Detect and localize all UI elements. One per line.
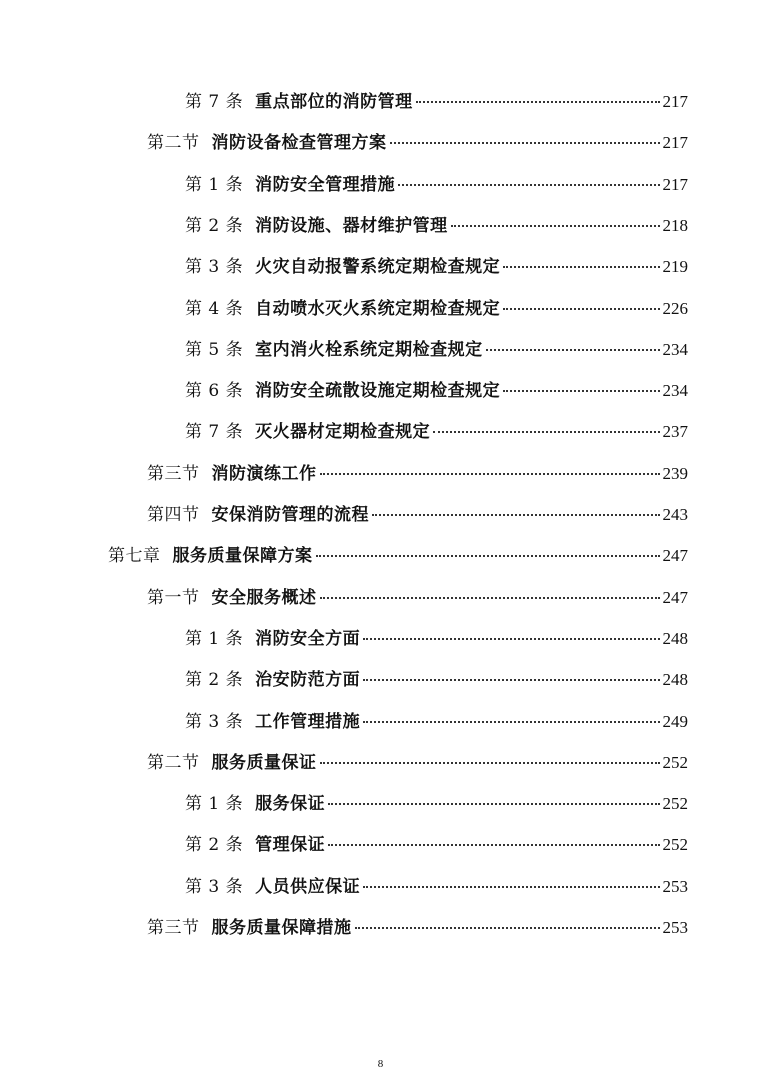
toc-entry-number: 第 2 条 bbox=[185, 215, 244, 236]
toc-entry-page-number: 237 bbox=[662, 422, 688, 442]
toc-entry-title: 消防设备检查管理方案 bbox=[211, 133, 387, 154]
toc-entry-page-number: 234 bbox=[662, 339, 688, 359]
toc-entry[interactable] bbox=[185, 875, 688, 899]
toc-entry-title: 人员供应保证 bbox=[255, 876, 361, 897]
toc-entry[interactable] bbox=[185, 173, 688, 197]
toc-entry[interactable] bbox=[108, 544, 688, 568]
toc-dot-leader bbox=[398, 184, 659, 186]
toc-entry[interactable] bbox=[185, 379, 688, 403]
toc-entry-page-number: 249 bbox=[662, 711, 688, 731]
toc-entry-title: 消防安全疏散设施定期检查规定 bbox=[255, 381, 501, 402]
toc-dot-leader bbox=[433, 431, 659, 433]
toc-entry[interactable] bbox=[185, 668, 688, 692]
toc-entry-number: 第 5 条 bbox=[185, 339, 244, 360]
toc-dot-leader bbox=[503, 266, 659, 268]
toc-entry-title: 治安防范方面 bbox=[255, 670, 361, 691]
toc-entry-title: 自动喷水灭火系统定期检查规定 bbox=[255, 298, 501, 319]
toc-entry[interactable] bbox=[147, 503, 688, 527]
toc-dot-leader bbox=[320, 597, 660, 599]
toc-dot-leader bbox=[451, 225, 660, 227]
toc-dot-leader bbox=[363, 679, 659, 681]
toc-entry-number: 第 6 条 bbox=[185, 381, 244, 402]
toc-entry[interactable] bbox=[185, 420, 688, 444]
toc-entry-title: 安全服务概述 bbox=[211, 587, 317, 608]
toc-dot-leader bbox=[390, 142, 660, 144]
toc-dot-leader bbox=[320, 473, 660, 475]
toc-dot-leader bbox=[320, 762, 660, 764]
toc-entry-page-number: 248 bbox=[662, 670, 688, 690]
toc-entry-title: 服务质量保障方案 bbox=[172, 546, 313, 567]
toc-entry[interactable] bbox=[185, 338, 688, 362]
toc-entry[interactable] bbox=[147, 131, 688, 155]
toc-entry[interactable] bbox=[147, 916, 688, 940]
toc-entry[interactable] bbox=[185, 255, 688, 279]
toc-entry-page-number: 252 bbox=[662, 794, 688, 814]
toc-entry-page-number: 219 bbox=[662, 257, 688, 277]
toc-entry-page-number: 234 bbox=[662, 381, 688, 401]
toc-entry-page-number: 217 bbox=[662, 92, 688, 111]
toc-dot-leader bbox=[328, 844, 659, 846]
toc-entry-title: 火灾自动报警系统定期检查规定 bbox=[255, 257, 501, 278]
toc-dot-leader bbox=[328, 803, 659, 805]
toc-entry-page-number: 252 bbox=[662, 835, 688, 855]
toc-entry[interactable] bbox=[185, 90, 688, 114]
toc-entry-title: 室内消火栓系统定期检查规定 bbox=[255, 339, 483, 360]
toc-entry-page-number: 247 bbox=[662, 546, 688, 566]
toc-entry-title: 工作管理措施 bbox=[255, 711, 361, 732]
toc-entry-number: 第三节 bbox=[147, 463, 200, 484]
toc-entry[interactable] bbox=[185, 297, 688, 321]
toc-entry[interactable] bbox=[185, 710, 688, 734]
toc-entry-number: 第七章 bbox=[108, 546, 161, 567]
toc-entry-page-number: 217 bbox=[662, 174, 688, 194]
toc-entry[interactable] bbox=[185, 214, 688, 238]
toc-entry-page-number: 217 bbox=[662, 133, 688, 153]
toc-entry-page-number: 247 bbox=[662, 587, 688, 607]
toc-entry-page-number: 226 bbox=[662, 298, 688, 318]
toc-entry-number: 第二节 bbox=[147, 752, 200, 773]
toc-dot-leader bbox=[503, 390, 659, 392]
toc-entry[interactable] bbox=[185, 792, 688, 816]
toc-entry-number: 第二节 bbox=[147, 133, 200, 154]
toc-entry-title: 管理保证 bbox=[255, 835, 326, 856]
toc-entry-number: 第 1 条 bbox=[185, 174, 244, 195]
toc-dot-leader bbox=[503, 308, 659, 310]
toc-entry-page-number: 248 bbox=[662, 628, 688, 648]
toc-entry-title: 消防安全管理措施 bbox=[255, 174, 396, 195]
toc-entry-number: 第 7 条 bbox=[185, 92, 244, 112]
toc-dot-leader bbox=[363, 721, 659, 723]
toc-dot-leader bbox=[416, 101, 660, 103]
toc-entry-title: 服务保证 bbox=[255, 794, 326, 815]
toc-entry-title: 消防演练工作 bbox=[211, 463, 317, 484]
toc-entry-title: 服务质量保证 bbox=[211, 752, 317, 773]
toc-entry-number: 第 4 条 bbox=[185, 298, 244, 319]
toc-entry-page-number: 253 bbox=[662, 918, 688, 937]
toc-entry-title: 安保消防管理的流程 bbox=[211, 505, 369, 525]
toc-entry-page-number: 243 bbox=[662, 505, 688, 524]
toc-entry-number: 第四节 bbox=[147, 505, 200, 525]
toc-dot-leader bbox=[355, 927, 660, 929]
toc-entry-title: 消防设施、器材维护管理 bbox=[255, 215, 448, 236]
toc-entry[interactable] bbox=[185, 833, 688, 857]
toc-entry-number: 第 7 条 bbox=[185, 422, 244, 443]
toc-entry[interactable] bbox=[147, 751, 688, 775]
toc-entry-title: 服务质量保障措施 bbox=[211, 918, 352, 938]
toc-entry-page-number: 218 bbox=[662, 215, 688, 235]
toc-entry-number: 第 3 条 bbox=[185, 257, 244, 278]
toc-dot-leader bbox=[363, 638, 659, 640]
toc-entry-page-number: 239 bbox=[662, 463, 688, 483]
toc-entry-number: 第一节 bbox=[147, 587, 200, 608]
toc-entry-page-number: 253 bbox=[662, 876, 688, 896]
toc-entry-title: 灭火器材定期检查规定 bbox=[255, 422, 431, 443]
toc-entry-number: 第 3 条 bbox=[185, 711, 244, 732]
toc-dot-leader bbox=[363, 886, 659, 888]
page-number: 8 bbox=[377, 1058, 384, 1070]
toc-entry[interactable] bbox=[185, 627, 688, 651]
toc-entry[interactable] bbox=[147, 586, 688, 610]
toc-entry-title: 重点部位的消防管理 bbox=[255, 92, 413, 112]
toc-entry[interactable] bbox=[147, 462, 688, 486]
toc-entry-page-number: 252 bbox=[662, 752, 688, 772]
toc-entry-number: 第三节 bbox=[147, 918, 200, 938]
toc-entry-number: 第 3 条 bbox=[185, 876, 244, 897]
toc-entry-number: 第 2 条 bbox=[185, 670, 244, 691]
toc-dot-leader bbox=[486, 349, 660, 351]
toc-entry-number: 第 2 条 bbox=[185, 835, 244, 856]
toc-entry-title: 消防安全方面 bbox=[255, 628, 361, 649]
toc-entry-number: 第 1 条 bbox=[185, 628, 244, 649]
toc-dot-leader bbox=[316, 555, 660, 557]
toc-dot-leader bbox=[372, 514, 660, 516]
toc-entry-number: 第 1 条 bbox=[185, 794, 244, 815]
